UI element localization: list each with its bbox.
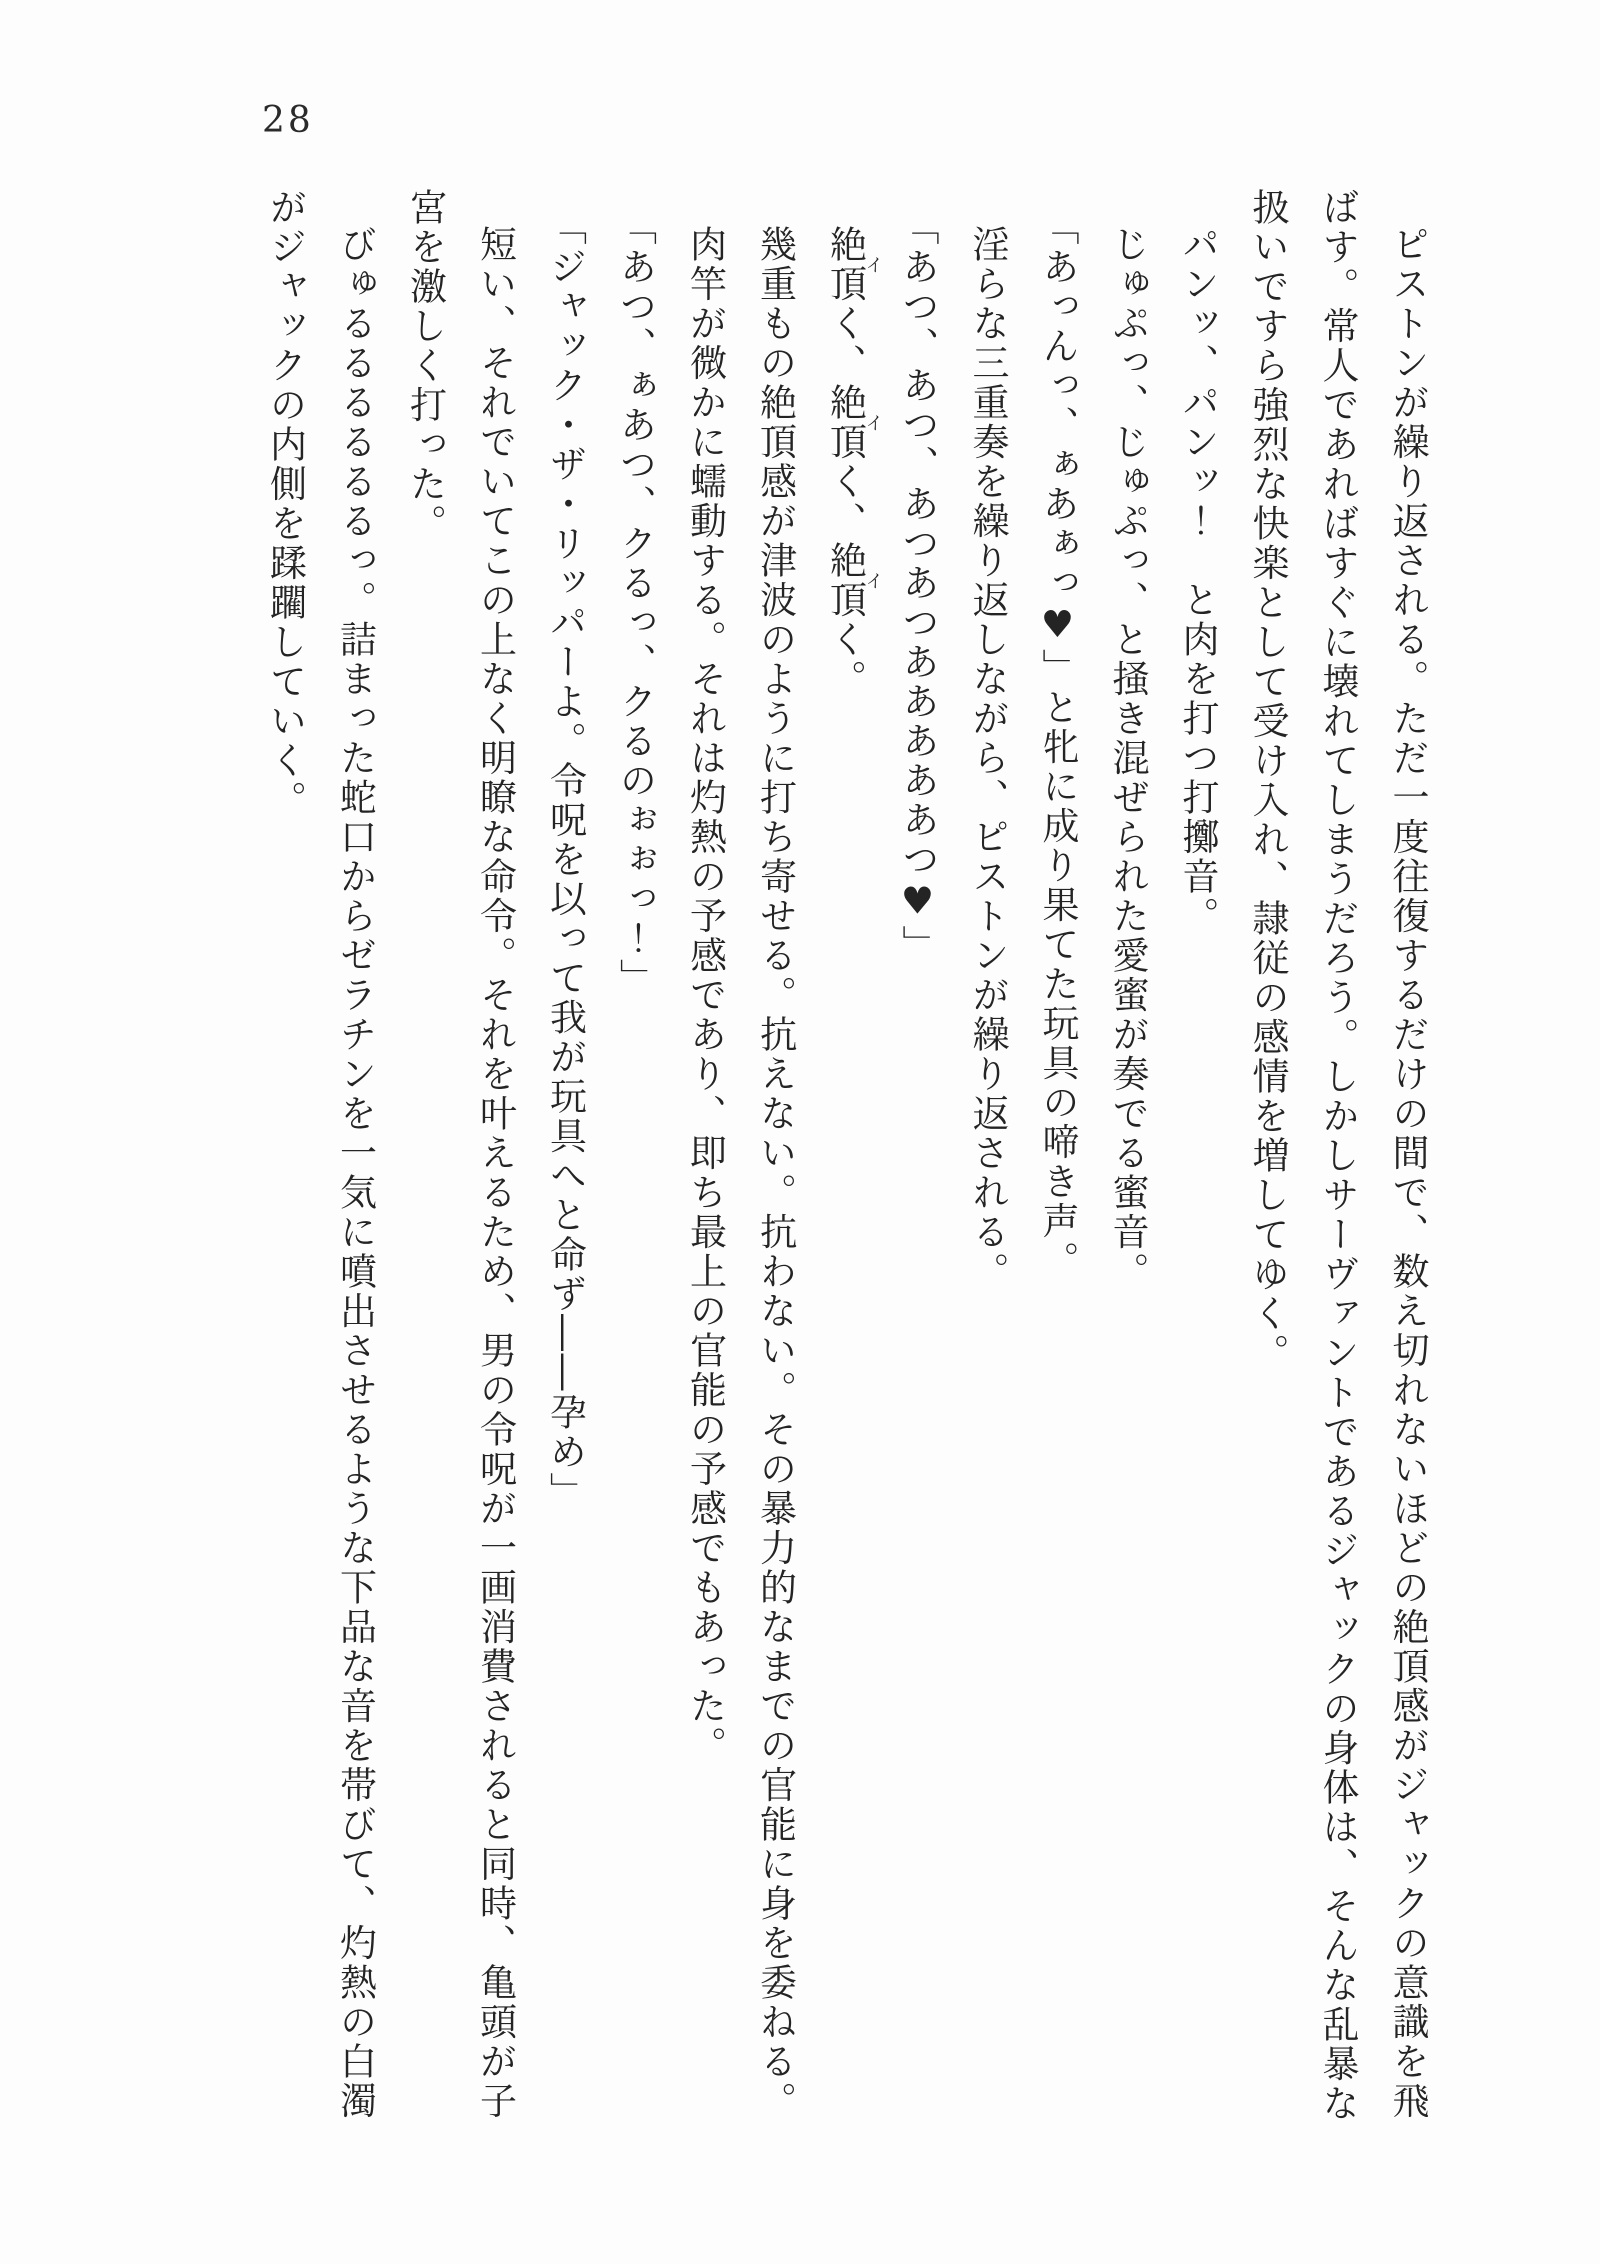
paragraph: 肉竿が微かに蠕動する。それは灼熱の予感であり、即ち最上の官能の予感でもあった。 <box>683 225 727 1766</box>
paragraph: 絶頂イく、絶頂イく、絶頂イく。 <box>823 225 884 699</box>
paragraph: ピストンが繰り返される。ただ一度往復するだけの間で、数え切れないほどの絶頂感がジャックの意識を飛ばす。常人であればすぐに壊れてしまうだろう。しかしサーヴァントであるジャックの身体は、そんな乱暴な扱いですら強烈な快楽として受け入れ、隷従の感情を増してゆく。 <box>1246 188 1429 2124</box>
paragraph: 「あつ、あつ、あつあつあああああつ♥」 <box>896 208 939 965</box>
ruby-annotated-word: 絶頂イ <box>823 225 884 304</box>
paragraph: じゅぷっ、じゅぷっ、と掻き混ぜられた愛蜜が奏でる蜜音。 <box>1106 225 1149 1292</box>
paragraph: びゅるるるるるるっ。詰まった蛇口からゼラチンを一気に噴出させるような下品な音を帯びて、灼熱の白濁がジャックの内側を蹂躙していく。 <box>263 188 377 2121</box>
furigana: イ <box>862 541 884 620</box>
paragraph: 「あっんっ、ぁあぁっ♥」と牝に成り果てた玩具の啼き声。 <box>1036 208 1079 1281</box>
paragraph: 短い、それでいてこの上なく明瞭な命令。それを叶えるため、男の令呪が一画消費されると同時、亀頭が子宮を激しく打った。 <box>403 188 517 2121</box>
paragraph: 幾重もの絶頂感が津波のように打ち寄せる。抗えない。抗わない。その暴力的なまでの官能に身を委ねる。 <box>753 225 797 2121</box>
ruby-annotated-word: 絶頂イ <box>823 383 884 462</box>
paragraph: 淫らな三重奏を繰り返しながら、ピストンが繰り返される。 <box>966 225 1009 1292</box>
paragraph: 「ジャック・ザ・リッパーよ。令呪を以って我が玩具へと命ず――孕め」 <box>543 208 587 1512</box>
furigana: イ <box>862 383 884 462</box>
furigana: イ <box>862 225 884 304</box>
ruby-annotated-word: 絶頂イ <box>823 541 884 620</box>
paragraph: パンッ、パンッ！ と肉を打つ打擲音。 <box>1176 225 1219 936</box>
paragraph: 「あつ、ぁあつ、クるっ、クるのぉぉっ！」 <box>613 208 657 999</box>
page-number: 28 <box>262 100 314 141</box>
body-text <box>250 188 1443 2133</box>
